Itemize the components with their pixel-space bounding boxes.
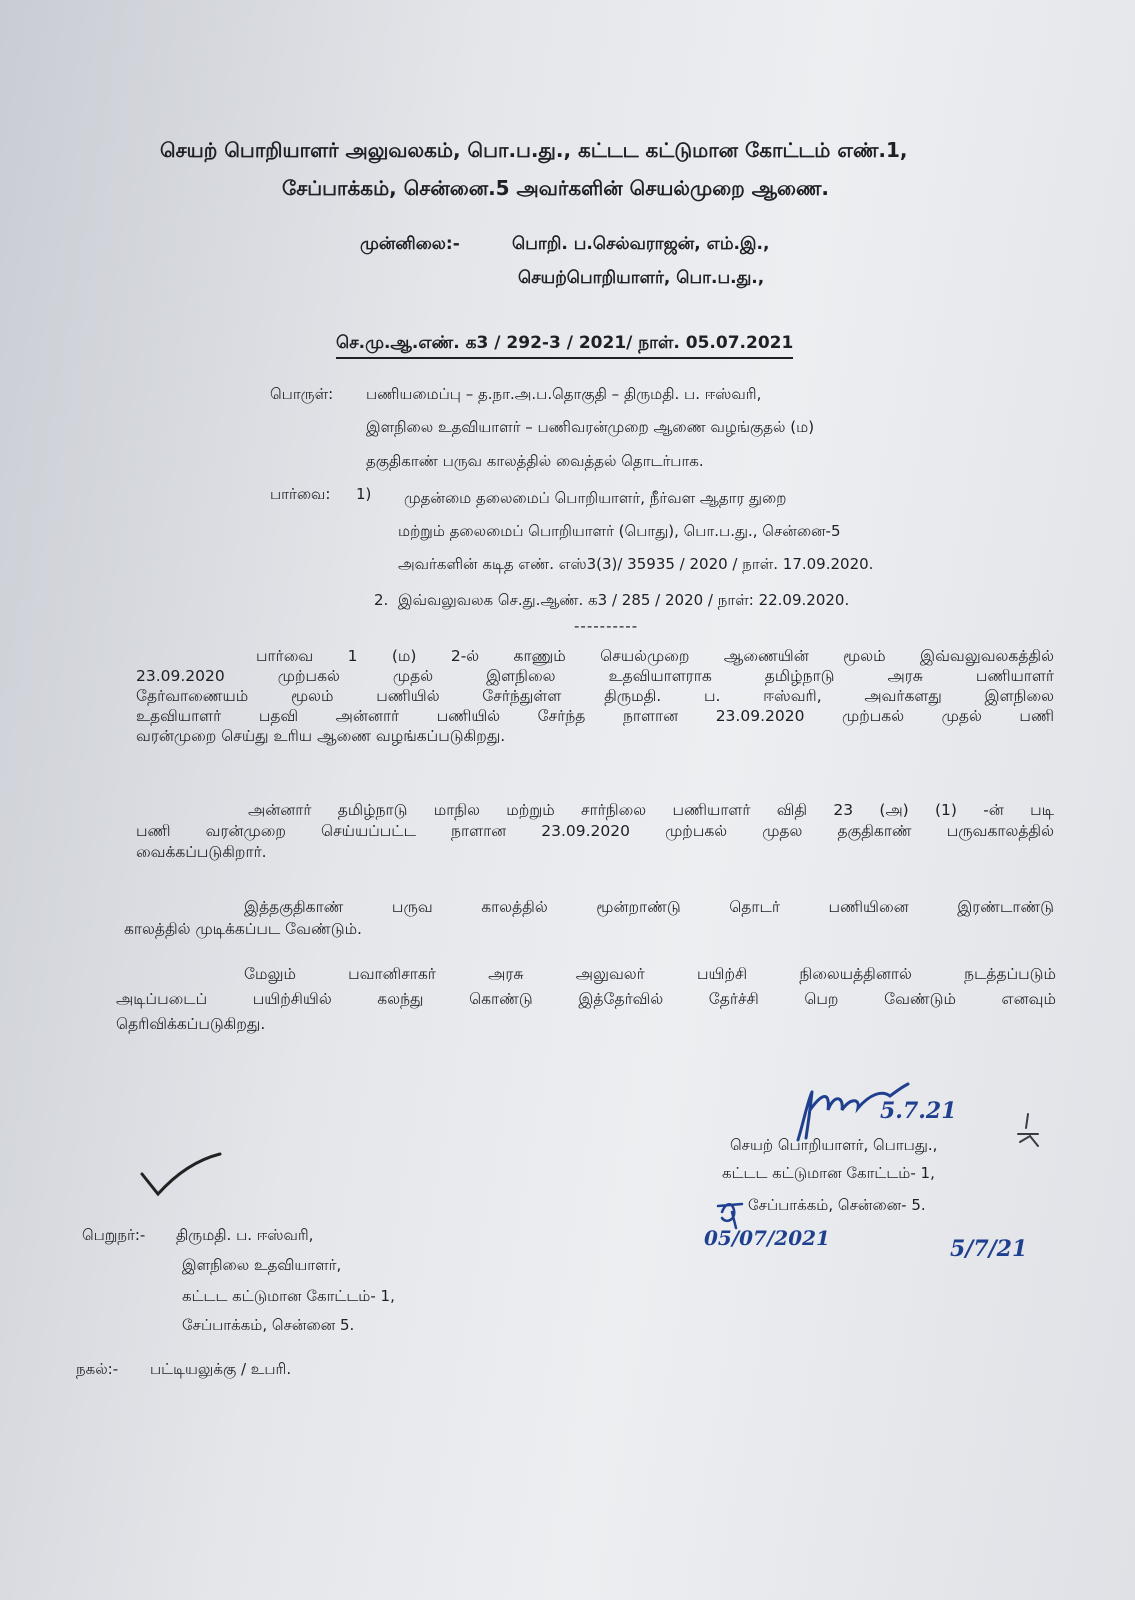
presence-name: பொறி. ப.செல்வராஜன், எம்.இ., — [512, 234, 770, 254]
recipient-line-1: திருமதி. ப. ஈஸ்வரி, — [176, 1226, 314, 1244]
paragraph-4-line: அடிப்படைப் பயிற்சியில் கலந்து கொண்டு இத்தேர்வில் தேர்ச்சி பெற வேண்டும் எனவும் — [116, 990, 1056, 1008]
presence-label: முன்னிலை:- — [360, 234, 460, 254]
subject-line-3: தகுதிகாண் பருவ காலத்தில் வைத்தல் தொடர்பாக. — [366, 452, 704, 470]
order-reference: செ.மு.ஆ.எண். க3 / 292-3 / 2021/ நாள். 05.07.2021 — [336, 333, 793, 359]
subject-line-2: இளநிலை உதவியாளர் – பணிவரன்முறை ஆணை வழங்குதல் (ம) — [366, 418, 815, 436]
paragraph-1-line: 23.09.2020 முற்பகல் முதல் இளநிலை உதவியாளராக தமிழ்நாடு அரசு பணியாளர் — [136, 667, 1054, 685]
tick-mark-icon — [136, 1150, 226, 1200]
reference-1-line-2: மற்றும் தலைமைப் பொறியாளர் (பொது), பொ.ப.து., சென்னை-5 — [398, 522, 841, 540]
paragraph-4-line: மேலும் பவானிசாகர் அரசு அலுவலர் பயிற்சி நிலையத்தினால் நடத்தப்படும் — [244, 965, 1056, 983]
signature-line-1: செயற் பொறியாளர், பொபது., — [730, 1136, 938, 1154]
paragraph-3-line: இத்தகுதிகாண் பருவ காலத்தில் மூன்றாண்டு தொடர் பணியினை இரண்டாண்டு — [244, 898, 1054, 916]
paragraph-2-line: பணி வரன்முறை செய்யப்பட்ட நாளான 23.09.2020 முற்பகல் முதல தகுதிகாண் பருவகாலத்தில் — [136, 822, 1054, 840]
paragraph-2-line: அன்னார் தமிழ்நாடு மாநில மற்றும் சார்நிலை பணியாளர் விதி 23 (அ) (1) -ன் படி — [248, 801, 1054, 819]
recipient-line-4: சேப்பாக்கம், சென்னை 5. — [182, 1316, 355, 1334]
paragraph-3-line: காலத்தில் முடிக்கப்பட வேண்டும். — [124, 920, 362, 938]
header-line-2: சேப்பாக்கம், சென்னை.5 அவர்களின் செயல்முறை ஆணை. — [282, 176, 830, 200]
paragraph-1-line: தேர்வாணையம் மூலம் பணியில் சேர்ந்துள்ள திருமதி. ப. ஈஸ்வரி, அவர்களது இளநிலை — [136, 687, 1054, 705]
handwritten-date: 5.7.21 — [880, 1098, 957, 1124]
separator: ---------- — [574, 617, 639, 635]
recipient-line-2: இளநிலை உதவியாளர், — [182, 1256, 342, 1274]
reference-2-line-1: இவ்வலுவலக செ.து.ஆண். க3 / 285 / 2020 / நாள்: 22.09.2020. — [398, 591, 850, 609]
paragraph-1-line: உதவியாளர் பதவி அன்னார் பணியில் சேர்ந்த நாளான 23.09.2020 முற்பகல் முதல் பணி — [136, 707, 1054, 725]
references-label: பார்வை: — [270, 485, 331, 503]
header-line-1: செயற் பொறியாளர் அலுவலகம், பொ.ப.து., கட்டட கட்டுமான கோட்டம் எண்.1, — [160, 138, 908, 162]
copy-label: நகல்:- — [76, 1360, 119, 1378]
paragraph-1 — [136, 646, 1054, 746]
presence-designation: செயற்பொறியாளர், பொ.ப.து., — [518, 268, 765, 288]
pencil-mark-icon — [1014, 1112, 1044, 1152]
signature-line-3: சேப்பாக்கம், சென்னை- 5. — [748, 1196, 926, 1214]
reference-1-line-3: அவர்களின் கடித எண். எஸ்3(3)/ 35935 / 2020 / நாள். 17.09.2020. — [398, 555, 874, 573]
reference-1-line-1: முதன்மை தலைமைப் பொறியாளர், நீர்வள ஆதார துறை — [404, 489, 787, 507]
recipient-label: பெறுநர்:- — [82, 1226, 146, 1244]
paragraph-4 — [116, 962, 1056, 1037]
paragraph-2 — [136, 800, 1054, 863]
paragraph-3 — [124, 896, 1054, 940]
recipient-line-3: கட்டட கட்டுமான கோட்டம்- 1, — [182, 1287, 395, 1305]
paragraph-1-line: வரன்முறை செய்து உரிய ஆணை வழங்கப்படுகிறது. — [136, 727, 506, 745]
paragraph-1-line: பார்வை 1 (ம) 2-ல் காணும் செயல்முறை ஆணையின் மூலம் இவ்வலுவலகத்தில் — [256, 647, 1054, 665]
copy-text: பட்டியலுக்கு / உபரி. — [150, 1360, 292, 1378]
paragraph-2-line: வைக்கப்படுகிறார். — [136, 843, 267, 861]
paragraph-4-line: தெரிவிக்கப்படுகிறது. — [116, 1015, 266, 1033]
right-note-date: 5/7/21 — [950, 1236, 1028, 1262]
signature-line-2: கட்டட கட்டுமான கோட்டம்- 1, — [722, 1164, 935, 1182]
subject-line-1: பணியமைப்பு – த.நா.அ.ப.தொகுதி – திருமதி. ப. ஈஸ்வரி, — [366, 385, 762, 403]
reference-1-number: 1) — [356, 485, 372, 503]
reference-2-number: 2. — [374, 591, 389, 609]
subject-label: பொருள்: — [270, 385, 334, 403]
stamp-date: 05/07/2021 — [704, 1226, 830, 1250]
